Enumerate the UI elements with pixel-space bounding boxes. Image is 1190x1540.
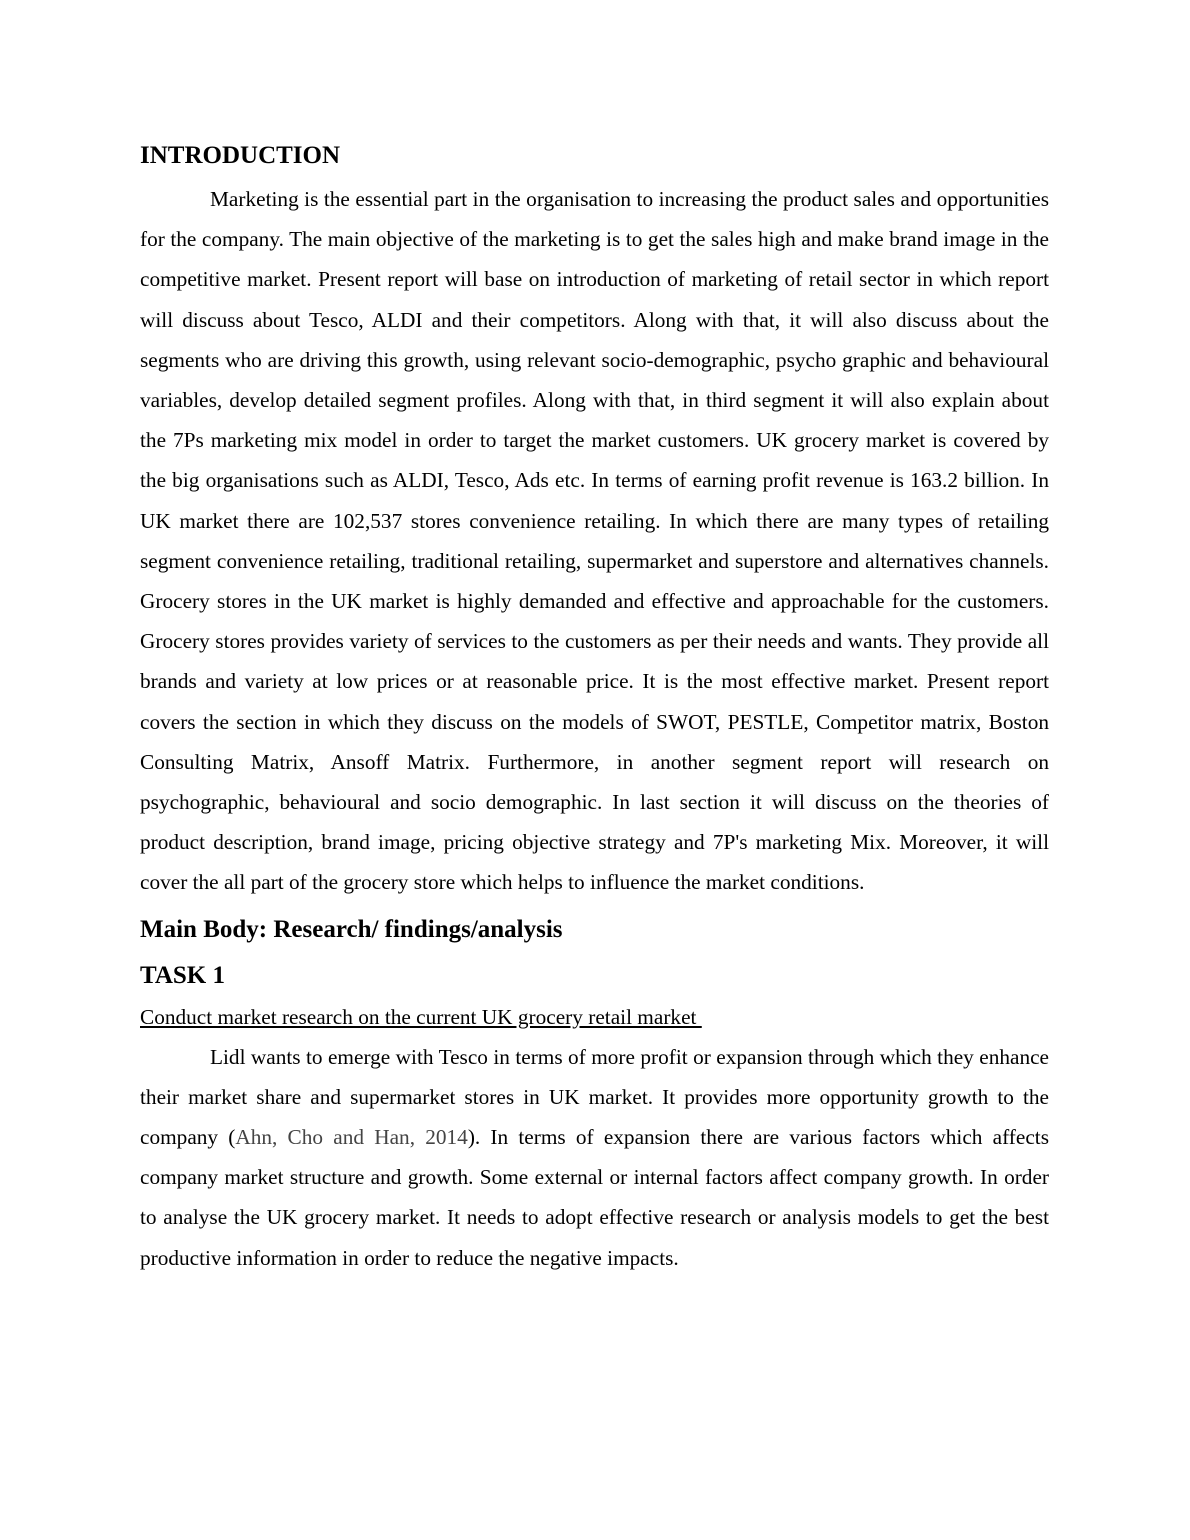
task-1-paragraph-text-start: Lidl wants to emerge with Tesco in terms of more profit or expansion through which they enhance their market share and supermarket stores in UK market. It provides more opportunity growth to the company ( <box>140 1044 1049 1150</box>
task-1-heading: TASK 1 <box>140 961 225 989</box>
introduction-paragraph: Marketing is the essential part in the organisation to increasing the product sales and opportunities for the company. The main objective of the marketing is to get the sales high and make brand image in the competitive market. Present report will base on introduction of marketing of retail sector in which report will discuss about Tesco, ALDI and their competitors. Along with that, it will also discuss about the segments who are driving this growth, using relevant socio-demographic, psycho graphic and behavioural variables, develop detailed segment profiles. Along with that, in third segment it will also explain about the 7Ps marketing mix model in order to target the market customers. UK grocery market is covered by the big organisations such as ALDI, Tesco, Ads etc. In terms of earning profit revenue is 163.2 billion. In UK market there are 102,537 stores convenience retailing. In which there are many types of retailing segment convenience retailing, traditional retailing, supermarket and superstore and alternatives channels. Grocery stores in the UK market is highly demanded and effective and approachable for the customers. Grocery stores provides variety of services to the customers as per their needs and wants. They provide all brands and variety at low prices or at reasonable price. It is the most effective market. Present report covers the section in which they discuss on the models of SWOT, PESTLE, Competitor matrix, Boston Consulting Matrix, Ansoff Matrix. Furthermore, in another segment report will research on psychographic, behavioural and socio demographic. In last section it will discuss on the theories of product description, brand image, pricing objective strategy and 7P's marketing Mix. Moreover, it will cover the all part of the grocery store which helps to influence the market conditions. <box>140 187 1049 895</box>
main-body-heading: Main Body: Research/ findings/analysis <box>140 915 563 943</box>
task-1-paragraph <box>140 1037 1049 1278</box>
introduction-heading: INTRODUCTION <box>140 142 341 169</box>
task-1-paragraph-text-end: ). In terms of expansion there are various factors which affects company market structure and growth. Some external or internal factors affect company growth. In order to analyse the UK grocery market. It needs to adopt effective research or analysis models to get the best productive information in order to reduce the negative impacts. <box>140 1125 1049 1270</box>
document-page <box>140 139 1049 1278</box>
task-1-subheading: Conduct market research on the current UK grocery retail market <box>140 1004 702 1029</box>
citation: Ahn, Cho and Han, 2014 <box>235 1125 468 1150</box>
